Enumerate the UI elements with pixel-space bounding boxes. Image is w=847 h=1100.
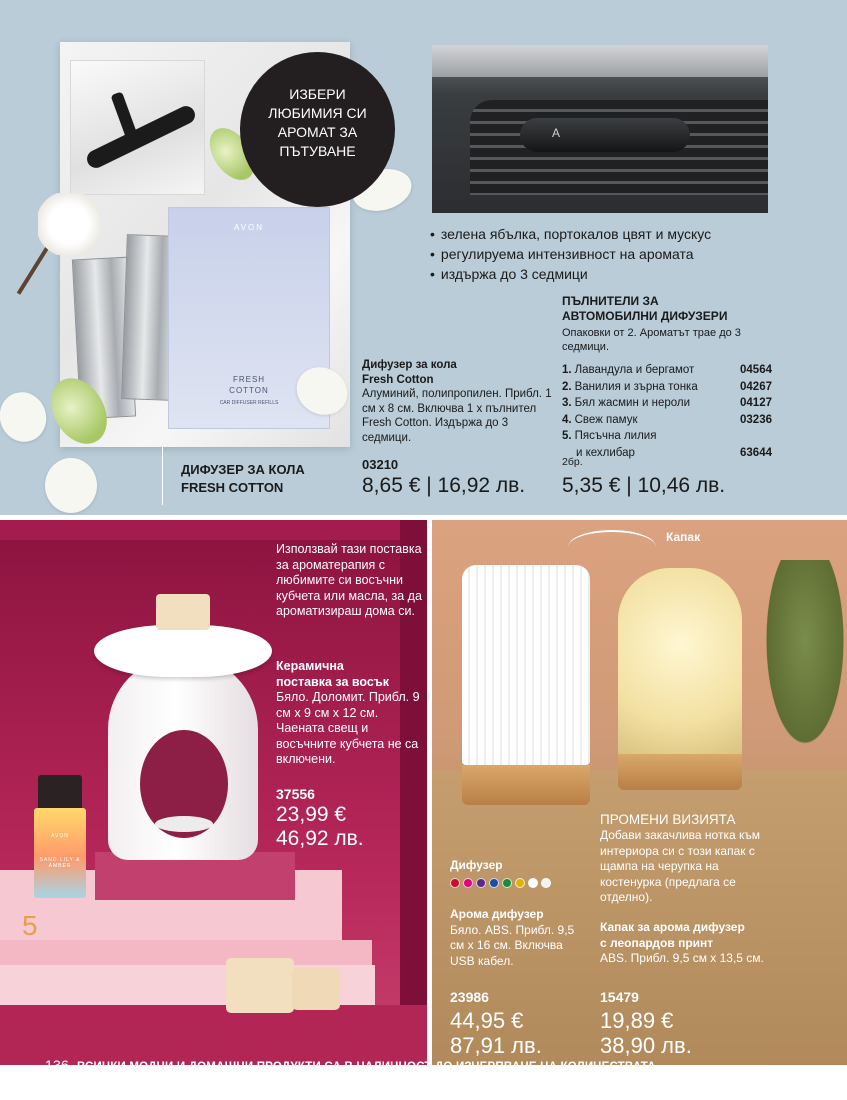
list-item xyxy=(562,428,772,445)
callout-line xyxy=(162,445,163,505)
scent-number: 1. xyxy=(562,364,572,376)
price-bgn: 46,92 лв. xyxy=(276,827,364,850)
oil-bottle-scent: SAND LILY & AMBER xyxy=(39,857,81,869)
car-diffuser-description xyxy=(362,358,552,446)
oil-bottle-cap-image xyxy=(38,775,82,811)
color-swatch xyxy=(476,878,486,888)
swap-arrow-icon xyxy=(568,530,656,564)
product-details: Бяло. ABS. Прибл. 9,5 см x 16 см. Включва USB кабел. xyxy=(450,922,575,968)
burner-description xyxy=(276,659,426,768)
refill-box-product-line: FRESH xyxy=(232,375,266,384)
oil-bottle-brand: AVON xyxy=(51,833,69,839)
plant-image xyxy=(760,560,847,760)
promo-badge-line: ЛЮБИМИЯ СИ xyxy=(268,105,367,121)
color-swatch xyxy=(502,878,512,888)
leopard-lid-diffuser-base-image xyxy=(618,754,742,790)
scent-code: 63644 xyxy=(740,446,772,459)
feature-item: • регулируема интензивност на аромата xyxy=(430,244,800,264)
product-name: Капак за арома дифузер xyxy=(600,920,745,934)
scent-number: 3. xyxy=(562,397,572,409)
product-name: Керамична xyxy=(276,659,344,673)
scent-name: Пясъчна лилия xyxy=(574,430,657,442)
refills-heading xyxy=(562,294,782,324)
color-swatch xyxy=(541,878,551,888)
list-item xyxy=(562,379,772,396)
page-footer xyxy=(45,1057,805,1073)
product-name: Fresh Cotton xyxy=(362,373,434,386)
scent-list xyxy=(562,362,772,461)
price-bgn: 87,91 лв. xyxy=(450,1033,542,1058)
petal-decoration xyxy=(45,458,97,513)
scent-number: 5. xyxy=(562,430,572,442)
refills-description: Опаковки от 2. Ароматът трае до 3 седмици. xyxy=(562,327,741,353)
refill-box-subtitle: CAR DIFFUSER REFILLS xyxy=(219,400,279,406)
car-diffuser-callout xyxy=(181,461,351,497)
product-code: 37556 xyxy=(276,786,315,802)
scent-name: и кехлибар xyxy=(576,446,635,459)
promo-badge-text xyxy=(240,85,395,161)
color-swatches xyxy=(450,878,551,888)
scent-code: 04564 xyxy=(740,364,772,376)
wax-burner-dish-image xyxy=(94,625,272,677)
change-look-description: Добави закачлива нотка към интериора си с този капак с щампа на черупка на костенурка (предлага се отделно). xyxy=(600,828,760,904)
promo-badge-line: ПЪТУВАНЕ xyxy=(279,143,356,159)
wax-cube-image xyxy=(226,958,294,1013)
product-price xyxy=(600,1008,692,1058)
scent-number: 4. xyxy=(562,413,572,426)
refills-heading-line: АВТОМОБИЛНИ ДИФУЗЕРИ xyxy=(562,309,728,323)
promo-badge-line: ИЗБЕРИ xyxy=(289,86,346,102)
lid-description xyxy=(600,920,770,967)
product-code: 03210 xyxy=(362,457,399,472)
product-name: Дифузер за кола xyxy=(362,359,457,371)
refills-price: 5,35 € | 10,46 лв. xyxy=(562,474,726,497)
wax-cube-image xyxy=(292,968,340,1010)
product-price: 8,65 € | 16,92 лв. xyxy=(362,474,526,497)
color-swatch xyxy=(489,878,499,888)
page-number: 136 xyxy=(45,1057,69,1073)
oil-bottle-label xyxy=(34,833,86,869)
scent-name: Ванилия и зърна тонка xyxy=(574,380,698,393)
scent-code: 04267 xyxy=(740,380,772,393)
diffuser-label: Дифузер xyxy=(450,858,503,872)
color-swatch xyxy=(515,878,525,888)
scent-name: Свеж памук xyxy=(574,413,638,426)
product-details: Бяло. Доломит. Прибл. 9 см x 9 см x 12 см. Чаената свещ и восъчните кубчета не са включени. xyxy=(276,690,420,766)
list-item xyxy=(562,412,772,429)
product-details: Алуминий, полипропилен. Прибл. 1 см x 8 см. Включва 1 x пълнител Fresh Cotton. Издържа до 3 седмици. xyxy=(362,388,552,444)
refills-heading-line: ПЪЛНИТЕЛИ ЗА xyxy=(562,294,659,308)
product-name: поставка за восък xyxy=(276,674,390,689)
color-swatch xyxy=(450,878,460,888)
scent-name: Лавандула и бергамот xyxy=(574,364,695,376)
product-price xyxy=(450,1008,542,1058)
tealight-image xyxy=(155,816,213,832)
callout-line-text: FRESH COTTON xyxy=(181,480,284,495)
price-bgn: 38,90 лв. xyxy=(600,1033,692,1058)
color-swatch xyxy=(528,878,538,888)
lid-label: Капак xyxy=(666,530,701,544)
list-item xyxy=(562,395,772,412)
burner-intro-text: Използвай тази поставка за ароматерапия с любимите си восъчни кубчета или масла, за да ароматизираш дома си. xyxy=(276,542,422,618)
color-swatch xyxy=(463,878,473,888)
price-eur: 44,95 € xyxy=(450,1008,524,1033)
feature-item: • зелена ябълка, портокалов цвят и мускус xyxy=(430,224,800,244)
feature-item: • издържа до 3 седмици xyxy=(430,264,800,284)
product-details: ABS. Прибл. 9,5 см x 13,5 см. xyxy=(600,951,764,965)
scent-number: 2. xyxy=(562,380,572,393)
product-code: 23986 xyxy=(450,989,489,1005)
aroma-diffuser-base-image xyxy=(462,765,590,805)
scent-code: 03236 xyxy=(740,413,772,426)
book-cover-number: 5 xyxy=(22,910,38,941)
dashboard-image xyxy=(432,45,768,77)
feature-list xyxy=(430,224,800,284)
scent-name: Бял жасмин и нероли xyxy=(574,397,691,409)
cotton-flower-image xyxy=(38,193,100,255)
product-name: с леопардов принт xyxy=(600,935,714,950)
refill-box-product-line: COTTON xyxy=(229,386,269,395)
price-eur: 19,89 € xyxy=(600,1008,674,1033)
shelf-bottom xyxy=(0,1005,427,1065)
callout-line-text: ДИФУЗЕР ЗА КОЛА xyxy=(181,462,305,477)
scent-code: 04127 xyxy=(740,397,772,409)
aroma-diffuser-description xyxy=(450,907,585,969)
change-look-heading: ПРОМЕНИ ВИЗИЯТА xyxy=(600,812,736,827)
refills-count: 2бр. xyxy=(562,456,583,468)
car-diffuser-logo: A xyxy=(551,126,560,140)
promo-badge-line: АРОМАТ ЗА xyxy=(277,124,358,140)
refill-box-brand: AVON xyxy=(233,223,265,232)
list-item xyxy=(562,445,772,462)
aroma-diffuser-image xyxy=(462,565,590,765)
leopard-lid-diffuser-image xyxy=(618,568,742,758)
product-name: Арома дифузер xyxy=(450,907,544,921)
footer-disclaimer: ВСИЧКИ МОДНИ И ДОМАШНИ ПРОДУКТИ СА В НАЛИЧНОСТ ДО ИЗЧЕРПВАНЕ НА КОЛИЧЕСТВАТА. xyxy=(76,1061,660,1073)
list-item xyxy=(562,362,772,379)
product-price xyxy=(276,803,364,851)
wax-cube-image xyxy=(156,594,210,630)
product-code: 15479 xyxy=(600,989,639,1005)
price-eur: 23,99 € xyxy=(276,803,347,826)
